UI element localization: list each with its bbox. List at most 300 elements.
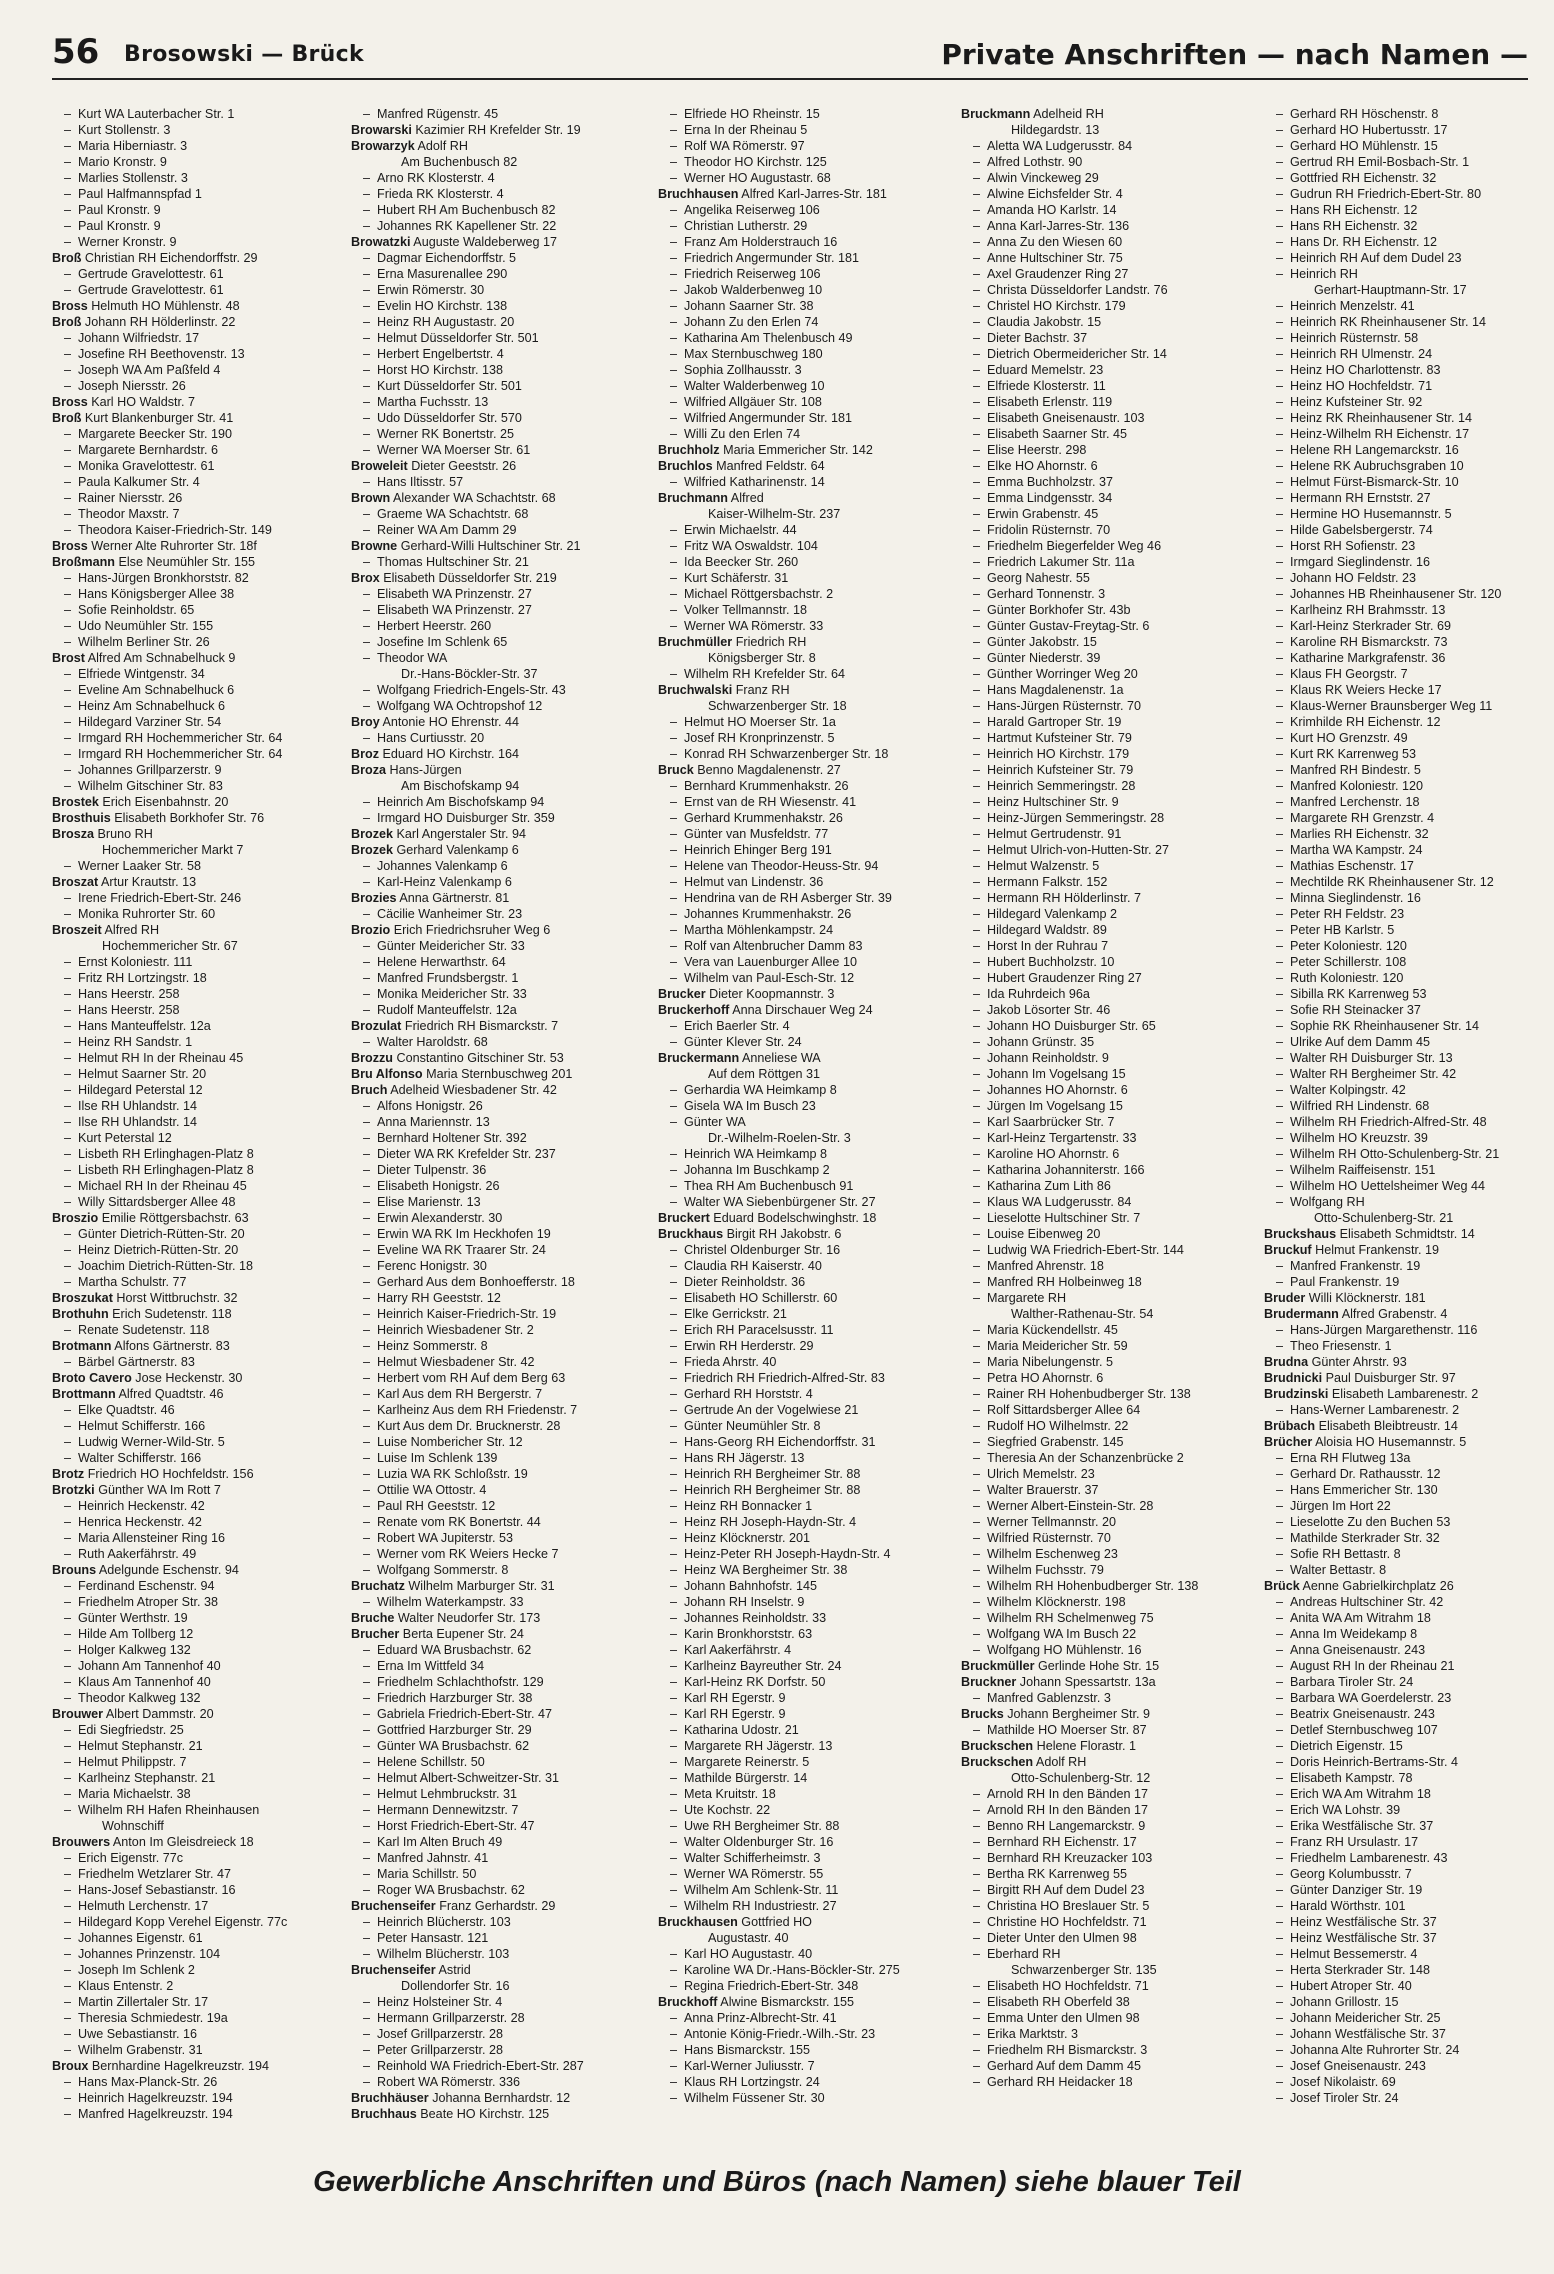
same-surname-dash: –: [1276, 1675, 1284, 1689]
same-surname-dash: –: [1276, 779, 1284, 793]
directory-entry: [52, 186, 352, 202]
directory-entry: [961, 1290, 1261, 1306]
entry-text: Claudia Jakobstr. 15: [987, 315, 1102, 329]
entry-text: Gerhard HO Mühlenstr. 15: [1290, 139, 1438, 153]
directory-entry: [658, 2026, 958, 2042]
same-surname-dash: –: [973, 1531, 981, 1545]
same-surname-dash: –: [1276, 1003, 1284, 1017]
entry-surname: Bruckschen: [961, 1739, 1034, 1753]
entry-text: Berta Eupener Str. 24: [402, 1627, 524, 1641]
entry-text: Heinrich RH Ulmenstr. 24: [1290, 347, 1433, 361]
directory-entry: [961, 378, 1261, 394]
directory-entry: [961, 1562, 1261, 1578]
same-surname-dash: –: [670, 171, 678, 185]
entry-text: Mathias Eschenstr. 17: [1290, 859, 1414, 873]
entry-surname: Bruckmüller: [961, 1659, 1035, 1673]
entry-text: Heinz RK Rheinhausener Str. 14: [1290, 411, 1473, 425]
same-surname-dash: –: [1276, 379, 1284, 393]
entry-text: Heinz-Wilhelm RH Eichenstr. 17: [1290, 427, 1470, 441]
directory-entry: [1264, 426, 1536, 442]
entry-text: Helmut Wiesbadener Str. 42: [377, 1355, 535, 1369]
directory-entry: [1264, 1322, 1536, 1338]
same-surname-dash: –: [670, 1371, 678, 1385]
entry-text: Werner Kronstr. 9: [78, 235, 177, 249]
entry-text: Andreas Hultschiner Str. 42: [1290, 1595, 1444, 1609]
directory-entry: [1264, 634, 1536, 650]
entry-text: Karl-Heinz Tergartenstr. 33: [987, 1131, 1137, 1145]
entry-text: Josef Grillparzerstr. 28: [377, 2027, 503, 2041]
entry-text: Bertha RK Karrenweg 55: [987, 1867, 1128, 1881]
entry-text: Adolf RH: [417, 139, 468, 153]
same-surname-dash: –: [363, 555, 371, 569]
entry-text: Wilhelm RH Industriestr. 27: [684, 1899, 837, 1913]
same-surname-dash: –: [1276, 1899, 1284, 1913]
directory-entry: [961, 474, 1261, 490]
same-surname-dash: –: [973, 331, 981, 345]
entry-text: Werner Tellmannstr. 20: [987, 1515, 1117, 1529]
entry-text: Alfons Gärtnerstr. 83: [114, 1339, 230, 1353]
same-surname-dash: –: [1276, 1851, 1284, 1865]
entry-text: Wilhelm RH Hafen Rheinhausen: [78, 1803, 260, 1817]
entry-text: Klaus FH Georgstr. 7: [1290, 667, 1408, 681]
directory-entry: [52, 1626, 352, 1642]
directory-entry: [52, 1066, 352, 1082]
same-surname-dash: –: [64, 1851, 72, 1865]
directory-entry: [351, 154, 651, 170]
entry-text: Gerhard RH Horststr. 4: [684, 1387, 813, 1401]
same-surname-dash: –: [363, 107, 371, 121]
same-surname-dash: –: [973, 347, 981, 361]
entry-text: Peter Schillerstr. 108: [1290, 955, 1407, 969]
entry-text: Eveline Am Schnabelhuck 6: [78, 683, 235, 697]
directory-entry: [961, 1738, 1261, 1754]
same-surname-dash: –: [973, 1851, 981, 1865]
same-surname-dash: –: [363, 347, 371, 361]
same-surname-dash: –: [64, 1595, 72, 1609]
entry-text: Manfred Gablenzstr. 3: [987, 1691, 1111, 1705]
same-surname-dash: –: [363, 1835, 371, 1849]
entry-text: Rainer RH Hohenbudberger Str. 138: [987, 1387, 1191, 1401]
same-surname-dash: –: [670, 107, 678, 121]
same-surname-dash: –: [973, 1259, 981, 1273]
same-surname-dash: –: [363, 939, 371, 953]
entry-text: Walther-Rathenau-Str. 54: [1011, 1307, 1154, 1321]
directory-entry: [52, 1514, 352, 1530]
entry-surname: Bruch: [351, 1083, 388, 1097]
entry-surname: Bruckhausen: [658, 1915, 738, 1929]
directory-entry: [1264, 1226, 1536, 1242]
directory-entry: [1264, 1738, 1536, 1754]
entry-text: Peter Grillparzerstr. 28: [377, 2043, 503, 2057]
directory-entry: [961, 1978, 1261, 1994]
same-surname-dash: –: [973, 203, 981, 217]
same-surname-dash: –: [670, 1691, 678, 1705]
same-surname-dash: –: [1276, 1803, 1284, 1817]
same-surname-dash: –: [1276, 747, 1284, 761]
same-surname-dash: –: [1276, 699, 1284, 713]
same-surname-dash: –: [1276, 1563, 1284, 1577]
entry-surname: Brotz: [52, 1467, 85, 1481]
entry-text: Siegfried Grabenstr. 145: [987, 1435, 1124, 1449]
directory-entry: [658, 1866, 958, 1882]
directory-entry: [351, 138, 651, 154]
same-surname-dash: –: [363, 315, 371, 329]
same-surname-dash: –: [973, 1835, 981, 1849]
same-surname-dash: –: [1276, 107, 1284, 121]
entry-text: Friedhelm RH Bismarckstr. 3: [987, 2043, 1148, 2057]
entry-text: Helmut RH In der Rheinau 45: [78, 1051, 244, 1065]
same-surname-dash: –: [973, 955, 981, 969]
entry-surname: Bruder: [1264, 1291, 1306, 1305]
directory-entry: [52, 1786, 352, 1802]
directory-entry: [351, 1130, 651, 1146]
entry-text: Beate HO Kirchstr. 125: [420, 2107, 550, 2121]
directory-entry: [658, 218, 958, 234]
entry-text: Gudrun RH Friedrich-Ebert-Str. 80: [1290, 187, 1482, 201]
entry-text: Heinz-Peter RH Joseph-Haydn-Str. 4: [684, 1547, 891, 1561]
same-surname-dash: –: [64, 987, 72, 1001]
directory-entry: [961, 1546, 1261, 1562]
entry-text: Beatrix Gneisenaustr. 243: [1290, 1707, 1435, 1721]
directory-entry: [658, 1162, 958, 1178]
directory-entry: [351, 1610, 651, 1626]
directory-entry: [961, 1226, 1261, 1242]
entry-text: Lisbeth RH Erlinghagen-Platz 8: [78, 1147, 254, 1161]
directory-entry: [351, 954, 651, 970]
directory-entry: [52, 2106, 352, 2122]
directory-entry: [351, 362, 651, 378]
same-surname-dash: –: [363, 987, 371, 1001]
same-surname-dash: –: [64, 1179, 72, 1193]
directory-entry: [658, 1546, 958, 1562]
same-surname-dash: –: [363, 299, 371, 313]
same-surname-dash: –: [363, 1499, 371, 1513]
same-surname-dash: –: [1276, 1771, 1284, 1785]
entry-text: Gerhard Auf dem Damm 45: [987, 2059, 1141, 2073]
entry-text: Johannes Eigenstr. 61: [78, 1931, 203, 1945]
directory-entry: [658, 1498, 958, 1514]
directory-entry: [658, 202, 958, 218]
entry-text: Elisabeth Düsseldorfer Str. 219: [383, 571, 557, 585]
directory-entry: [961, 682, 1261, 698]
same-surname-dash: –: [64, 1867, 72, 1881]
directory-entry: [351, 1482, 651, 1498]
entry-text: Kurt Peterstal 12: [78, 1131, 172, 1145]
entry-text: Arno RK Klosterstr. 4: [377, 171, 495, 185]
directory-entry: [961, 954, 1261, 970]
directory-entry: [52, 1850, 352, 1866]
same-surname-dash: –: [363, 651, 371, 665]
same-surname-dash: –: [973, 715, 981, 729]
directory-entry: [1264, 1210, 1536, 1226]
same-surname-dash: –: [973, 603, 981, 617]
directory-entry: [1264, 330, 1536, 346]
same-surname-dash: –: [64, 1579, 72, 1593]
entry-text: Günter Ahrstr. 93: [1311, 1355, 1407, 1369]
entry-text: Dieter Geeststr. 26: [411, 459, 517, 473]
directory-entry: [658, 1898, 958, 1914]
directory-entry: [658, 442, 958, 458]
same-surname-dash: –: [1276, 443, 1284, 457]
entry-surname: Broszat: [52, 875, 99, 889]
entry-text: Heinz HO Charlottenstr. 83: [1290, 363, 1441, 377]
directory-entry: [658, 890, 958, 906]
entry-text: Elisabeth Lambarenestr. 2: [1331, 1387, 1479, 1401]
directory-entry: [961, 1242, 1261, 1258]
entry-surname: Bruckert: [658, 1211, 710, 1225]
directory-entry: [961, 538, 1261, 554]
same-surname-dash: –: [670, 1531, 678, 1545]
entry-text: Ludwig WA Friedrich-Ebert-Str. 144: [987, 1243, 1184, 1257]
entry-text: Alfred Am Schnabelhuck 9: [87, 651, 236, 665]
entry-text: Johannes Krummenhakstr. 26: [684, 907, 852, 921]
entry-text: Helmut Düsseldorfer Str. 501: [377, 331, 539, 345]
same-surname-dash: –: [1276, 1275, 1284, 1289]
directory-entry: [52, 314, 352, 330]
same-surname-dash: –: [64, 379, 72, 393]
directory-entry: [961, 666, 1261, 682]
directory-entry: [961, 1818, 1261, 1834]
directory-entry: [1264, 186, 1536, 202]
same-surname-dash: –: [64, 203, 72, 217]
directory-entry: [658, 458, 958, 474]
entry-text: Emma Buchholzstr. 37: [987, 475, 1113, 489]
directory-entry: [658, 1882, 958, 1898]
same-surname-dash: –: [670, 1787, 678, 1801]
entry-text: Günter WA Brusbachstr. 62: [377, 1739, 530, 1753]
directory-entry: [961, 1098, 1261, 1114]
entry-surname: Bruckhaus: [658, 1227, 724, 1241]
same-surname-dash: –: [670, 923, 678, 937]
same-surname-dash: –: [64, 1883, 72, 1897]
entry-text: Gerhard Aus dem Bonhoefferstr. 18: [377, 1275, 575, 1289]
same-surname-dash: –: [973, 811, 981, 825]
entry-text: Gertrude Gravelottestr. 61: [78, 267, 224, 281]
directory-entry: [351, 1546, 651, 1562]
directory-entry: [961, 1450, 1261, 1466]
entry-text: Manfred Ahrenstr. 18: [987, 1259, 1104, 1273]
directory-entry: [52, 1210, 352, 1226]
entry-text: Hildegard Peterstal 12: [78, 1083, 203, 1097]
same-surname-dash: –: [670, 971, 678, 985]
entry-text: Ulrike Auf dem Damm 45: [1290, 1035, 1430, 1049]
same-surname-dash: –: [670, 1867, 678, 1881]
directory-entry: [52, 1370, 352, 1386]
page-number: 56: [52, 32, 100, 72]
same-surname-dash: –: [973, 1275, 981, 1289]
directory-entry: [1264, 298, 1536, 314]
entry-surname: Broy: [351, 715, 380, 729]
entry-text: Werner WA Moerser Str. 61: [377, 443, 531, 457]
same-surname-dash: –: [64, 1003, 72, 1017]
same-surname-dash: –: [670, 1851, 678, 1865]
entry-text: Johanna Bernhardstr. 12: [432, 2091, 571, 2105]
entry-surname: Broz: [351, 747, 379, 761]
entry-surname: Brosthuis: [52, 811, 111, 825]
directory-entry: [351, 1354, 651, 1370]
entry-text: Helmut Schifferstr. 166: [78, 1419, 206, 1433]
same-surname-dash: –: [1276, 763, 1284, 777]
directory-entry: [961, 778, 1261, 794]
entry-text: Helmut Fürst-Bismarck-Str. 10: [1290, 475, 1459, 489]
entry-surname: Browne: [351, 539, 398, 553]
same-surname-dash: –: [1276, 363, 1284, 377]
same-surname-dash: –: [670, 1275, 678, 1289]
same-surname-dash: –: [64, 859, 72, 873]
same-surname-dash: –: [363, 1259, 371, 1273]
entry-text: Benno RH Langemarckstr. 9: [987, 1819, 1146, 1833]
same-surname-dash: –: [363, 1371, 371, 1385]
directory-entry: [658, 634, 958, 650]
same-surname-dash: –: [670, 1723, 678, 1737]
directory-entry: [351, 538, 651, 554]
directory-entry: [351, 106, 651, 122]
directory-entry: [961, 842, 1261, 858]
same-surname-dash: –: [1276, 1195, 1284, 1209]
entry-text: Christine HO Hochfeldstr. 71: [987, 1915, 1147, 1929]
same-surname-dash: –: [64, 2075, 72, 2089]
same-surname-dash: –: [363, 1179, 371, 1193]
directory-entry: [1264, 954, 1536, 970]
directory-column: [658, 106, 958, 2138]
entry-text: Elisabeth Saarner Str. 45: [987, 427, 1128, 441]
entry-text: Helmuth Lerchenstr. 17: [78, 1899, 209, 1913]
same-surname-dash: –: [64, 1115, 72, 1129]
entry-text: Wilhelm Marburger Str. 31: [408, 1579, 555, 1593]
entry-text: Wilhelm Blücherstr. 103: [377, 1947, 510, 1961]
same-surname-dash: –: [670, 1883, 678, 1897]
directory-entry: [351, 778, 651, 794]
directory-entry: [52, 362, 352, 378]
entry-text: Heinz Westfälische Str. 37: [1290, 1931, 1437, 1945]
entry-text: Klaus RH Lortzingstr. 24: [684, 2075, 820, 2089]
directory-entry: [351, 1338, 651, 1354]
entry-text: Elisabeth RH Oberfeld 38: [987, 1995, 1130, 2009]
same-surname-dash: –: [1276, 1835, 1284, 1849]
directory-entry: [961, 1914, 1261, 1930]
directory-entry: [1264, 2042, 1536, 2058]
entry-text: Am Bischofskamp 94: [401, 779, 520, 793]
directory-entry: [52, 906, 352, 922]
directory-entry: [1264, 1418, 1536, 1434]
directory-entry: [52, 938, 352, 954]
same-surname-dash: –: [363, 187, 371, 201]
entry-text: Joseph WA Am Paßfeld 4: [78, 363, 221, 377]
same-surname-dash: –: [64, 747, 72, 761]
entry-text: Rudolf HO Wilhelmstr. 22: [987, 1419, 1129, 1433]
same-surname-dash: –: [363, 971, 371, 985]
entry-text: Birgit RH Jakobstr. 6: [726, 1227, 842, 1241]
directory-entry: [52, 554, 352, 570]
entry-text: Heinrich Ehinger Berg 191: [684, 843, 832, 857]
entry-text: Elisabeth Honigstr. 26: [377, 1179, 500, 1193]
same-surname-dash: –: [1276, 219, 1284, 233]
entry-text: Adolf RH: [1035, 1755, 1087, 1769]
same-surname-dash: –: [670, 1803, 678, 1817]
same-surname-dash: –: [973, 1019, 981, 1033]
entry-surname: Bruchatz: [351, 1579, 405, 1593]
same-surname-dash: –: [1276, 2075, 1284, 2089]
entry-text: Erna In der Rheinau 5: [684, 123, 808, 137]
directory-entry: [1264, 1882, 1536, 1898]
entry-text: Wilhelm Waterkampstr. 33: [377, 1595, 524, 1609]
entry-text: Helmuth HO Mühlenstr. 48: [91, 299, 240, 313]
directory-entry: [351, 938, 651, 954]
entry-text: Sofie RH Bettastr. 8: [1290, 1547, 1401, 1561]
entry-text: Johannes Prinzenstr. 104: [78, 1947, 221, 1961]
directory-entry: [1264, 1130, 1536, 1146]
entry-text: Margarete Beecker Str. 190: [78, 427, 233, 441]
entry-text: Heinrich RH Bergheimer Str. 88: [684, 1467, 861, 1481]
entry-text: Elke Quadtstr. 46: [78, 1403, 175, 1417]
entry-text: Karl-Werner Juliusstr. 7: [684, 2059, 815, 2073]
same-surname-dash: –: [64, 443, 72, 457]
entry-text: Helmut Frankenstr. 19: [1315, 1243, 1439, 1257]
same-surname-dash: –: [363, 251, 371, 265]
directory-entry: [961, 1994, 1261, 2010]
entry-text: Heinz RH Augustastr. 20: [377, 315, 515, 329]
directory-entry: [52, 378, 352, 394]
directory-entry: [52, 1834, 352, 1850]
directory-entry: [961, 1866, 1261, 1882]
same-surname-dash: –: [670, 1099, 678, 1113]
same-surname-dash: –: [363, 587, 371, 601]
entry-text: Karlheinz RH Brahmsstr. 13: [1290, 603, 1446, 617]
directory-entry: [658, 618, 958, 634]
directory-entry: [351, 1722, 651, 1738]
entry-text: Heinrich WA Heimkamp 8: [684, 1147, 828, 1161]
entry-text: Erwin Alexanderstr. 30: [377, 1211, 503, 1225]
same-surname-dash: –: [363, 1195, 371, 1209]
entry-text: Martin Zillertaler Str. 17: [78, 1995, 209, 2009]
directory-entry: [52, 1082, 352, 1098]
directory-entry: [658, 394, 958, 410]
entry-text: Dieter Unter den Ulmen 98: [987, 1931, 1137, 1945]
directory-entry: [1264, 778, 1536, 794]
directory-entry: [1264, 1482, 1536, 1498]
entry-text: Karl HO Augustastr. 40: [684, 1947, 813, 1961]
same-surname-dash: –: [973, 1435, 981, 1449]
entry-surname: Brudna: [1264, 1355, 1309, 1369]
entry-text: Eveline WA RK Traarer Str. 24: [377, 1243, 546, 1257]
entry-text: Karl Aakerfährstr. 4: [684, 1643, 792, 1657]
same-surname-dash: –: [363, 1531, 371, 1545]
entry-text: Heinrich Hagelkreuzstr. 194: [78, 2091, 233, 2105]
same-surname-dash: –: [973, 1099, 981, 1113]
entry-text: Wilhelm Raiffeisenstr. 151: [1290, 1163, 1436, 1177]
entry-text: Martha WA Kampstr. 24: [1290, 843, 1423, 857]
entry-text: Dieter Koopmannstr. 3: [709, 987, 835, 1001]
same-surname-dash: –: [973, 1387, 981, 1401]
entry-text: Gertrud RH Emil-Bosbach-Str. 1: [1290, 155, 1470, 169]
same-surname-dash: –: [973, 219, 981, 233]
entry-text: Karlheinz Aus dem RH Friedenstr. 7: [377, 1403, 578, 1417]
same-surname-dash: –: [64, 171, 72, 185]
same-surname-dash: –: [363, 1947, 371, 1961]
directory-entry: [1264, 1338, 1536, 1354]
directory-entry: [658, 1482, 958, 1498]
same-surname-dash: –: [670, 283, 678, 297]
entry-text: Heinz Hultschiner Str. 9: [987, 795, 1119, 809]
entry-surname: Brozulat: [351, 1019, 402, 1033]
directory-entry: [351, 1306, 651, 1322]
directory-entry: [351, 378, 651, 394]
entry-text: Karl RH Egerstr. 9: [684, 1707, 786, 1721]
entry-text: Walter Schifferstr. 166: [78, 1451, 202, 1465]
entry-text: Christina HO Breslauer Str. 5: [987, 1899, 1150, 1913]
directory-entry: [351, 826, 651, 842]
same-surname-dash: –: [670, 1163, 678, 1177]
